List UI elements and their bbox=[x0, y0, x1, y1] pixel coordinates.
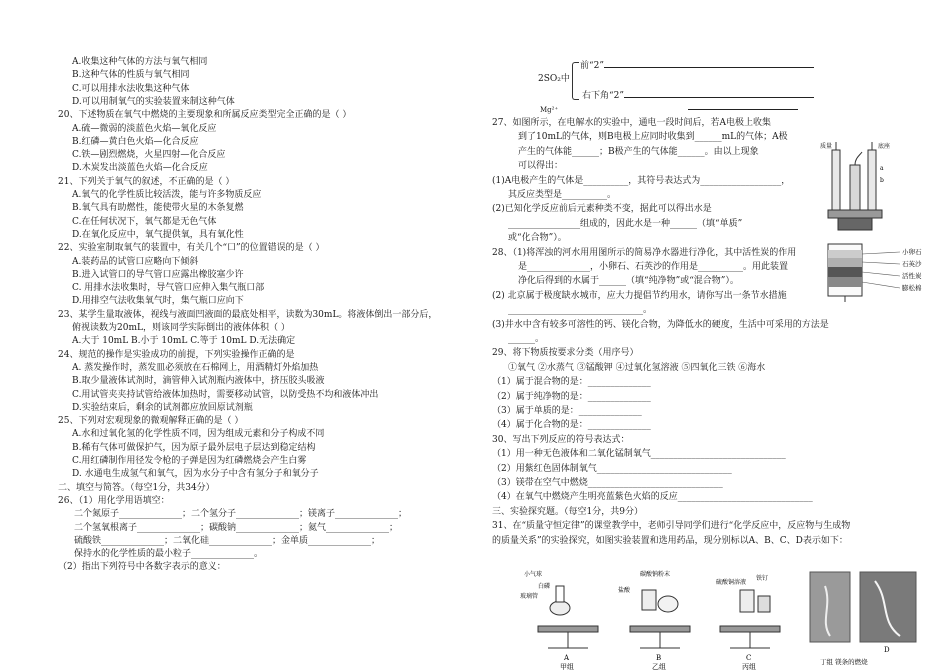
left-line: A.氧气的化学性质比较活泼，能与许多物质反应 bbox=[72, 190, 262, 200]
right-line: （1）用一种无色液体和二氧化锰制氧气______________________________ bbox=[492, 449, 786, 460]
filter-label-2: 活性炭 bbox=[902, 272, 922, 280]
left-line: 硫酸铁______________；二氧化硅______________；金单质______________； bbox=[74, 535, 381, 546]
left-line: C.铁—剧烈燃烧，火星四射—化合反应 bbox=[72, 150, 226, 161]
left-line: B.进入试管口的导气管口应露出橡胶塞少许 bbox=[72, 269, 244, 280]
left-line: 俯视读数为20mL，则该同学实际倒出的液体体积（ ） bbox=[72, 323, 290, 333]
right-line: 产生的气体能______；B极产生的气体能______。由以上现象 bbox=[518, 146, 759, 157]
left-line: 24、规范的操作是实验成功的前提，下列实验操作正确的是 bbox=[58, 349, 295, 360]
svg-text:D: D bbox=[884, 646, 890, 654]
svg-text:丙组: 丙组 bbox=[742, 663, 756, 670]
left-line: D. 水通电生成氢气和氧气，因为水分子中含有氢分子和氧分子 bbox=[72, 469, 319, 480]
svg-text:乙组: 乙组 bbox=[652, 663, 666, 670]
left-line: 22、实验室制取氧气的装置中，有关几个“口”的位置错误的是（ ） bbox=[58, 243, 325, 254]
right-line: (2) 北京属于极度缺水城市，应大力提倡节约用水，请你写出一条节水措施 bbox=[492, 290, 787, 301]
svg-text:B: B bbox=[656, 654, 662, 662]
left-line: A. 蒸发操作时，蒸发皿必须放在石棉网上，用酒精灯外焰加热 bbox=[72, 362, 319, 373]
left-line: A.收集这种气体的方法与氧气相同 bbox=[72, 57, 208, 67]
right-line: （1）属于混合物的是：______________ bbox=[492, 377, 651, 388]
left-line: A.装药品的试管口应略向下倾斜 bbox=[72, 256, 199, 267]
right-line: ①氧气 ②水蒸气 ③锰酸钾 ④过氧化氢溶液 ⑤四氧化三铁 ⑥海水 bbox=[508, 362, 766, 373]
left-line: B.氧气具有助燃性，能使带火星的木条复燃 bbox=[72, 203, 244, 214]
right-line: 是______________，小卵石、石英沙的作用是__________。用此装置 bbox=[518, 262, 789, 272]
filter-label-0: 小卵石 bbox=[902, 248, 922, 256]
right-line: 或“化合物”）。 bbox=[508, 233, 567, 244]
svg-text:小气球: 小气球 bbox=[524, 571, 543, 578]
brace bbox=[572, 62, 579, 100]
right-line: 可以得出： bbox=[518, 161, 564, 172]
right-line: ______________________________。 bbox=[508, 305, 653, 316]
right-line: 28、（1)将浑浊的河水用用图所示的简易净水器进行净化，其中活性炭的作用 bbox=[492, 247, 797, 258]
right-line: (2)已知化学反应前后元素种类不变，据此可以得出水是 bbox=[492, 204, 712, 215]
left-line: （2）指出下列符号中各数字表示的意义： bbox=[58, 562, 226, 573]
electrolysis-label-2: a bbox=[880, 165, 884, 172]
right-line: （4）属于化合物的是：______________ bbox=[492, 420, 651, 431]
left-line: B.稀有气体可做保护气，因为原子最外层电子层达到稳定结构 bbox=[72, 442, 316, 453]
svg-text:A: A bbox=[564, 654, 570, 662]
svg-text:甲组: 甲组 bbox=[560, 663, 574, 670]
left-line: 26、（1）用化学用语填空： bbox=[58, 495, 170, 506]
right-line: （3）镁带在空气中燃烧______________________________ bbox=[492, 478, 723, 488]
left-line: C.用红磷制作用径发令枪的子弹是因为红磷燃烧会产生白雾 bbox=[72, 456, 307, 466]
left-line: 二个氮原子______________；二个氢分子______________；镁离子______________； bbox=[74, 509, 408, 520]
filter-label-3: 膨松棉 bbox=[902, 284, 922, 292]
svg-text:丁组 镁条的燃烧: 丁组 镁条的燃烧 bbox=[820, 658, 868, 666]
left-line: C. 用排水法收集时，导气管口应伸入集气瓶口部 bbox=[72, 283, 265, 294]
svg-text:盐酸: 盐酸 bbox=[618, 587, 631, 594]
right-column bbox=[490, 0, 950, 671]
left-line: A.水和过氧化氢的化学性质不同，因为组成元素和分子构成不同 bbox=[72, 429, 325, 440]
right-line: （2）用紫红色固体制氧气______________________________ bbox=[492, 463, 732, 474]
left-line: B.取少量液体试剂时，滴管伸入试剂瓶内液体中，挤压胶头吸液 bbox=[72, 376, 325, 387]
right-line: ______。 bbox=[508, 334, 545, 344]
svg-text:白磷: 白磷 bbox=[538, 583, 551, 590]
left-line: 保持水的化学性质的最小粒子______________。 bbox=[74, 549, 264, 560]
svg-text:碳酸钠粉末: 碳酸钠粉末 bbox=[640, 571, 671, 578]
left-line: 二、填空与简答。（每空1分，共34分） bbox=[58, 482, 215, 493]
left-line: D.木炭发出淡蓝色火焰—化合反应 bbox=[72, 163, 208, 174]
left-line: D.在氧化反应中，氧气提供氧，具有氧化性 bbox=[72, 229, 244, 240]
right-line: 31、在“质量守恒定律”的课堂教学中，老师引导同学们进行“化学反应中，反应物与生成物 bbox=[492, 521, 851, 532]
right-line: 净化后得到的水属于______（填“纯净物”或“混合物”）。 bbox=[518, 276, 739, 287]
front-2-label: 前“2” bbox=[580, 58, 814, 72]
mg-blank bbox=[688, 100, 798, 114]
svg-text:硫酸铜溶液: 硫酸铜溶液 bbox=[716, 579, 747, 586]
left-line: A.大于 10mL B.小于 10mL C.等于 10mL D.无法确定 bbox=[72, 336, 296, 347]
left-line: D.可以用制氧气的实验装置来制这种气体 bbox=[72, 96, 235, 107]
right-line: （4）在氧气中燃烧产生明亮蓝紫色火焰的反应______________________________ bbox=[492, 492, 813, 503]
right-line: （3）属于单质的是：______________ bbox=[492, 406, 642, 416]
left-line: 二个氢氧根离子______________；碳酸钠______________；氦气______________； bbox=[74, 522, 399, 533]
left-line: 23、某学生量取液体，视线与液面凹液面的最底处相平，读数为30mL。将液体倒出一部分后， bbox=[58, 309, 438, 320]
right-line: 到了10mL的气体，则B电极上应同时收集到______mL的气体；A极 bbox=[518, 132, 788, 143]
water-filter-figure bbox=[810, 242, 945, 302]
right-line: 27、如图所示，在电解水的实验中，通电一段时间后，若A电极上收集 bbox=[492, 118, 771, 128]
svg-text:铁钉: 铁钉 bbox=[756, 575, 769, 582]
right-line: 29、将下物质按要求分类（用序号） bbox=[492, 348, 639, 359]
electrolysis-label-0: 质量 bbox=[820, 143, 833, 150]
left-line: A.硫—微弱的淡蓝色火焰—氧化反应 bbox=[72, 123, 217, 134]
left-line: D.实验结束后，剩余的试剂都应放回原试剂瓶 bbox=[72, 402, 253, 413]
right-line: 其反应类型是__________。 bbox=[508, 190, 617, 200]
left-line: B.这种气体的性质与氧气相同 bbox=[72, 70, 190, 81]
svg-text:C: C bbox=[746, 654, 752, 662]
left-line: C.用试管夹夹持试管给液体加热时，需要移动试管，以防受热不均和液体冲出 bbox=[72, 389, 379, 400]
right-line: 30、写出下列反应的符号表达式： bbox=[492, 434, 630, 445]
right-line: 三、实验探究题。（每空1分，共9分） bbox=[492, 506, 643, 517]
electrolysis-label-1: 底座 bbox=[878, 143, 891, 150]
left-line: D.用排空气法收集氧气时，集气瓶口应向下 bbox=[72, 296, 244, 307]
mass-conservation-figure bbox=[520, 566, 920, 670]
electrolysis-label-3: b bbox=[880, 177, 884, 184]
electrolysis-figure bbox=[820, 140, 895, 240]
right-line: (1)A电极产生的气体是__________，其符号表达式为__________________， bbox=[492, 175, 791, 186]
left-line: 21、下列关于氧气的叙述，不正确的是（ ） bbox=[58, 176, 235, 187]
left-column bbox=[0, 0, 470, 671]
right-line: (3)井水中含有较多可溶性的钙、镁化合物，为降低水的硬度，生活中可采用的方法是 bbox=[492, 319, 829, 330]
left-line: B.红磷—黄白色火焰—化合反应 bbox=[72, 136, 199, 147]
right-line: （2）属于纯净物的是：______________ bbox=[492, 391, 651, 402]
left-line: 25、下列对宏观现象的微观解释正确的是（ ） bbox=[58, 416, 244, 427]
right-line: ________________组成的，因此水是一种______（填“单质” bbox=[508, 218, 743, 229]
filter-label-1: 石英沙 bbox=[902, 260, 922, 268]
left-line: 20、下述物质在氧气中燃烧的主要现象和所属反应类型完全正确的是（ ） bbox=[58, 110, 352, 121]
mg-label: Mg²⁺ bbox=[540, 106, 559, 114]
so2-formula: 2SO₂中 bbox=[538, 74, 570, 84]
svg-text:玻璃管: 玻璃管 bbox=[520, 593, 539, 600]
lower-2-label: 右下角“2” bbox=[582, 88, 814, 102]
left-line: C.可以用排水法收集这种气体 bbox=[72, 83, 190, 94]
right-line: 的质量关系”的实验探究，如图实验装置和选用药品，现分别标以A、B、C、D表示如下： bbox=[492, 535, 848, 546]
left-line: C.在任何状况下，氧气都是无色气体 bbox=[72, 216, 217, 227]
